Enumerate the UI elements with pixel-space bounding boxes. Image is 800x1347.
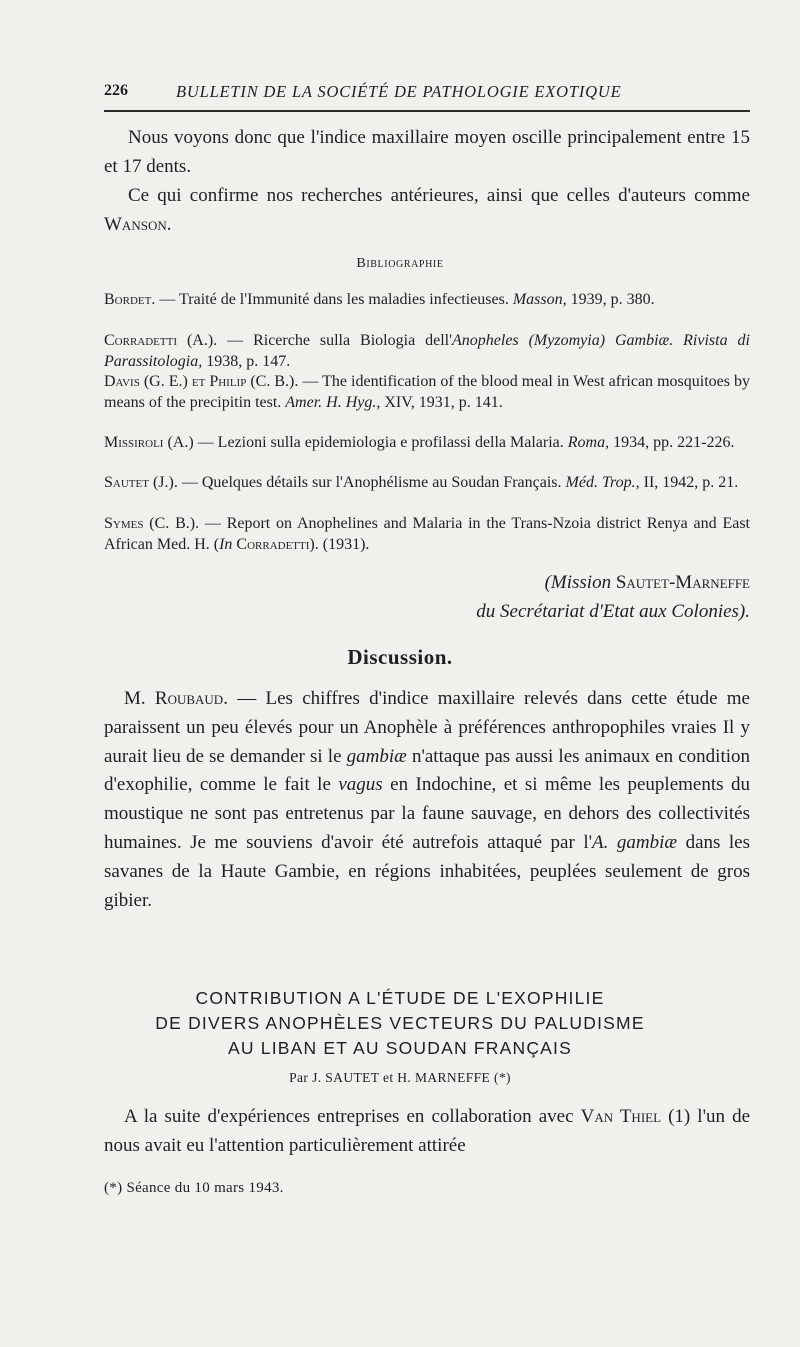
bib-details: 1938, p. 147. xyxy=(202,353,291,370)
bib-source: Roma, xyxy=(567,434,610,451)
contribution-title-line: CONTRIBUTION A L'ÉTUDE DE L'EXOPHILIE xyxy=(195,988,605,1008)
discussion-heading: Discussion. xyxy=(347,645,453,669)
signature-prefix: (Mission xyxy=(544,572,616,593)
intro-paragraph-2 xyxy=(104,181,750,239)
speaker-name: M. Roubaud. xyxy=(124,688,228,709)
signature-names: Sautet-Marneffe xyxy=(615,572,750,593)
bib-author: Corradetti (A.). xyxy=(104,332,218,349)
bib-author: Bordet. xyxy=(104,291,156,308)
contribution-title-line: AU LIBAN ET AU SOUDAN FRANÇAIS xyxy=(228,1038,572,1058)
header-rule xyxy=(104,110,750,112)
mission-signature-line-1 xyxy=(104,568,750,597)
bib-entry-2 xyxy=(104,330,750,372)
bib-entry-5 xyxy=(104,472,750,493)
bib-text: — Traité de l'Immunité dans les maladies infectieuses. xyxy=(155,291,513,308)
footnote: (*) Séance du 10 mars 1943. xyxy=(104,1180,284,1196)
mission-signature-line-2: du Secrétariat d'Etat aux Colonies). xyxy=(476,601,750,622)
discussion-text: — Les chiffres d'indice maxillaire relevés dans cette étude me paraissent un peu élevés pour un Anophèle à préférences anthropophiles vraies Il y aurait lieu de se demander si le xyxy=(104,688,750,767)
bib-details: XIV, 1931, p. 141. xyxy=(380,394,503,411)
bib-source: Amer. H. Hyg., xyxy=(285,394,381,411)
bib-text: — Ricerche sulla Biologia dell' xyxy=(217,332,452,349)
bib-entry-6 xyxy=(104,513,750,555)
bib-source: Méd. Trop., xyxy=(565,474,640,491)
author-name-van-thiel: Van Thiel xyxy=(580,1106,662,1127)
bib-details: ). (1931). xyxy=(309,536,370,553)
intro-paragraph-1 xyxy=(104,123,750,181)
author-name-wanson: Wanson xyxy=(104,214,167,235)
bibliography-heading: Bibliographie xyxy=(356,256,444,271)
intro-text-1: Nous voyons donc que l'indice maxillaire moyen oscille principalement entre 15 et 17 dents. xyxy=(104,127,750,177)
bib-details: 1934, pp. 221-226. xyxy=(609,434,735,451)
bib-author: Davis (G. E.) et Philip (C. B.). xyxy=(104,373,299,390)
bib-text: — The identification of the blood meal in West african mosquitoes by means of the precipitin test. xyxy=(104,373,750,411)
discussion-paragraph xyxy=(104,685,750,915)
bib-text: — Lezioni sulla epidemiologia e profilassi della Malaria. xyxy=(193,434,568,451)
discussion-text: en Indochine, et si même les peuplements du moustique ne sont pas entretenus par la faune sauvage, en dehors des collectivités humaines. Je me souviens d'avoir été autrefois attaqué par l' xyxy=(104,774,750,853)
species-name: gambiæ xyxy=(346,745,407,767)
contribution-text: (1) l'un de nous avait eu l'attention particulièrement attirée xyxy=(104,1106,750,1156)
bib-author: Sautet (J.). xyxy=(104,474,178,491)
discussion-text: dans les savanes de la Haute Gambie, en régions inhabitées, peuplées seulement de gros gibier. xyxy=(104,831,750,911)
running-header xyxy=(104,82,750,104)
authors-byline: Par J. SAUTET et H. MARNEFFE (*) xyxy=(289,1070,511,1085)
bib-entry-4 xyxy=(104,432,750,453)
species-name: vagus xyxy=(338,774,383,796)
page-number: 226 xyxy=(104,82,128,99)
discussion-text: n'attaque pas aussi les animaux en condition d'exophilie, comme le fait le xyxy=(104,745,751,796)
bib-details: II, 1942, p. 21. xyxy=(639,474,739,491)
bib-text: — Quelques détails sur l'Anophélisme au Soudan Français. xyxy=(177,474,566,491)
bib-author: Missiroli (A.) xyxy=(104,434,194,451)
bib-source: In xyxy=(219,536,233,553)
intro-text-2-end: . xyxy=(166,214,172,235)
bib-author: Symes (C. B.). xyxy=(104,515,200,532)
contribution-title-line: DE DIVERS ANOPHÈLES VECTEURS DU PALUDISME xyxy=(155,1013,645,1033)
bib-text: — Report on Anophelines and Malaria in the Trans-Nzoia district Renya and East African Med. H. ( xyxy=(104,515,750,553)
contribution-text: A la suite d'expériences entreprises en collaboration avec xyxy=(124,1106,581,1127)
bib-details: 1939, p. 380. xyxy=(566,291,655,308)
bib-source: Masson, xyxy=(512,291,567,308)
species-name: A. gambiæ xyxy=(592,831,678,853)
bib-source: Anopheles (Myzomyia) Gambiæ. Rivista di Parassitologia, xyxy=(104,332,750,370)
bib-entry-3 xyxy=(104,371,750,413)
contribution-paragraph xyxy=(104,1103,750,1161)
journal-title: BULLETIN DE LA SOCIÉTÉ DE PATHOLOGIE EXOTIQUE xyxy=(176,82,622,101)
intro-text-2: Ce qui confirme nos recherches antérieures, ainsi que celles d'auteurs comme xyxy=(128,185,750,206)
bib-entry-1 xyxy=(104,289,750,310)
contribution-title xyxy=(0,986,800,1061)
bib-author-ref: Corradetti xyxy=(232,536,310,553)
